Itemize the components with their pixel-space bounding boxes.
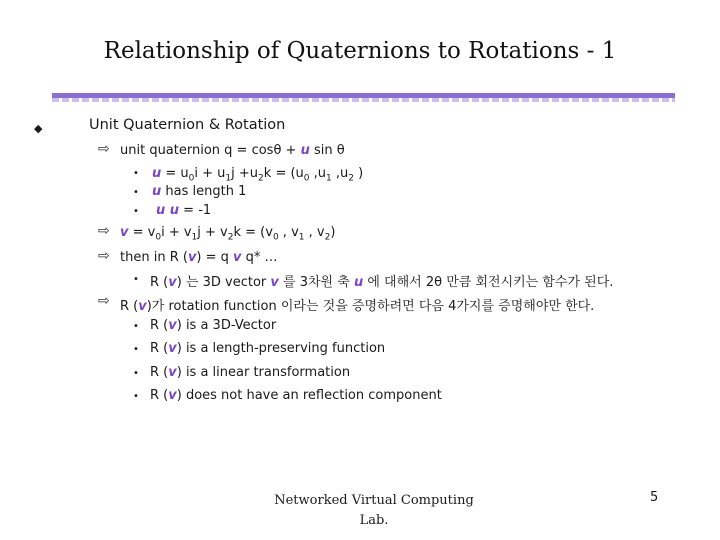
dot-bullet-icon: •	[133, 321, 139, 332]
proof-requirement-line: R (v)가 rotation function 이라는 것을 증명하려면 다음 4가지를 증명해야만 한다.	[120, 299, 595, 314]
title-rule	[52, 93, 675, 102]
property-item: R (v) does not have an reflection component	[150, 388, 442, 403]
uu-line: u u = -1	[156, 203, 212, 218]
footer-lab-name	[270, 491, 478, 531]
dot-bullet-icon: •	[133, 206, 139, 217]
dot-bullet-icon: •	[133, 274, 139, 285]
footer-line-2: Lab.	[359, 513, 389, 528]
heading-unit-quaternion: Unit Quaternion & Rotation	[89, 117, 286, 133]
dot-bullet-icon: •	[133, 344, 139, 355]
property-item: R (v) is a 3D-Vector	[150, 318, 277, 333]
hollow-arrow-icon: ⇨	[98, 248, 110, 264]
u-length-line: u has length 1	[152, 184, 247, 199]
page-number: 5	[650, 490, 659, 505]
rotation-formula-line: then in R (v) = q v q* …	[120, 250, 278, 265]
unit-quaternion-line: unit quaternion q = cosθ + u sin θ	[120, 143, 345, 158]
footer-line-1: Networked Virtual Computing	[274, 493, 474, 508]
rotation-explanation-line: R (v) 는 3D vector v 를 3차원 축 u 에 대해서 2θ 만큼 회전시키는 함수가 된다.	[150, 275, 614, 290]
u-definition-line: $u = u_0i + u_1j +u_2k = (u_0$ $,u_1$ $,u_2$ )	[152, 166, 364, 184]
dot-bullet-icon: •	[133, 168, 139, 179]
property-item: R (v) is a length-preserving function	[150, 341, 386, 356]
dot-bullet-icon: •	[133, 187, 139, 198]
dot-bullet-icon: •	[133, 368, 139, 379]
hollow-arrow-icon: ⇨	[98, 293, 110, 309]
dot-bullet-icon: •	[133, 391, 139, 402]
property-item: R (v) is a linear transformation	[150, 365, 351, 380]
hollow-arrow-icon: ⇨	[98, 223, 110, 239]
v-definition-line: $v = v_0i + v_1j + v_2k = (v_0$ , $v_1$ , $v_2$)	[120, 225, 336, 243]
slide-title: Relationship of Quaternions to Rotations - 1	[103, 38, 617, 64]
diamond-bullet-icon: ◆	[34, 122, 43, 135]
hollow-arrow-icon: ⇨	[98, 141, 110, 157]
